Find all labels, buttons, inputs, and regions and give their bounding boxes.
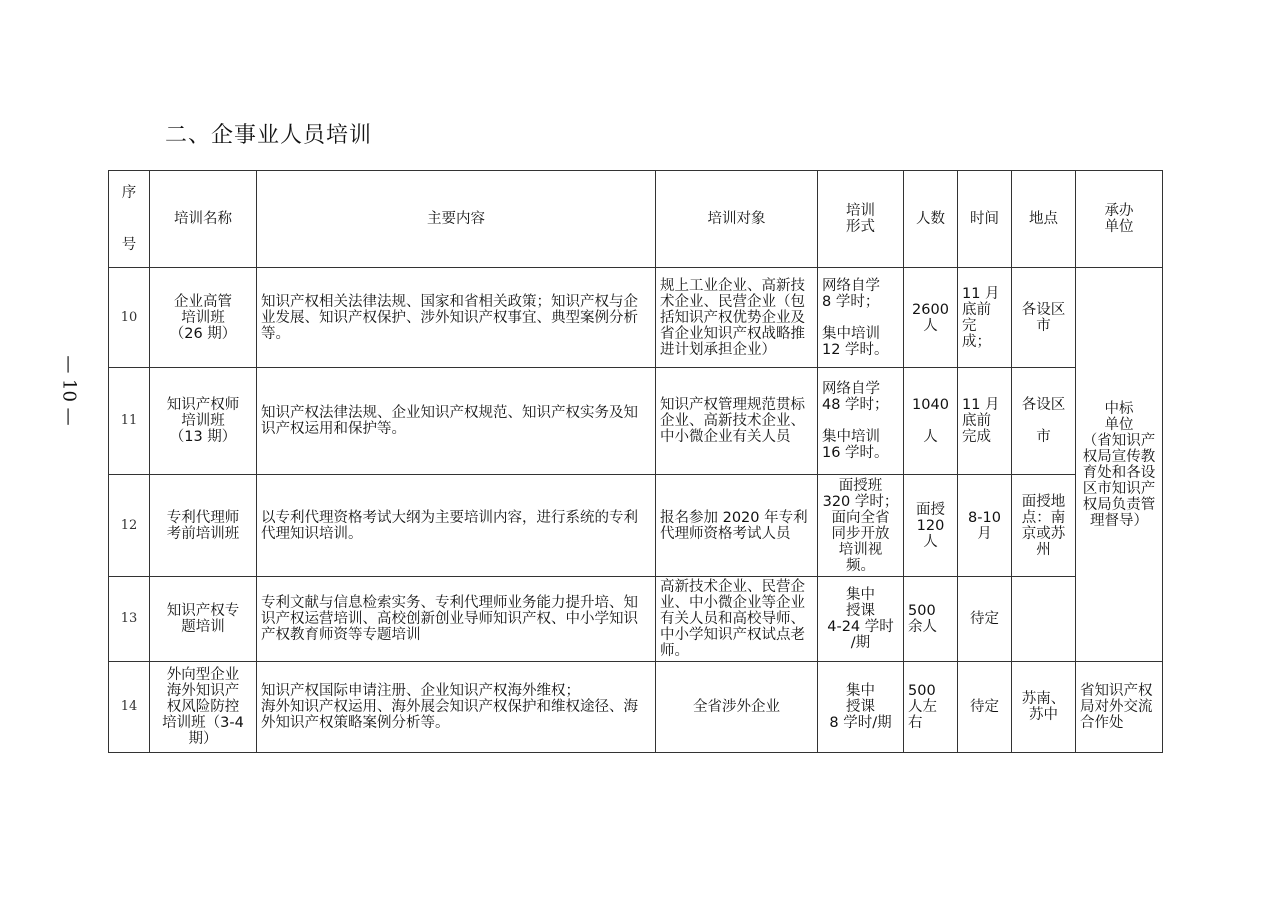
row-form: 集中 授课 4-24 学时 /期 <box>818 577 904 662</box>
table-row <box>109 368 1163 475</box>
section-title: 二、企事业人员培训 <box>165 123 373 148</box>
header-organizer: 承办 单位 <box>1076 171 1163 268</box>
header-name: 培训名称 <box>150 171 257 268</box>
header-time: 时间 <box>958 171 1012 268</box>
row-organizer: 省知识产权局对外交流合作处 <box>1076 662 1163 753</box>
row-time: 8-10 月 <box>958 475 1012 577</box>
header-form: 培训 形式 <box>818 171 904 268</box>
row-name: 企业高管 培训班 （26 期） <box>150 268 257 368</box>
header-seq: 序 号 <box>109 171 150 268</box>
row-target: 知识产权管理规范贯标企业、高新技术企业、中小微企业有关人员 <box>656 368 818 475</box>
row-form: 网络自学 48 学时； 集中培训 16 学时。 <box>818 368 904 475</box>
row-time: 11 月 底前 完成 <box>958 368 1012 475</box>
table-row <box>109 475 1163 577</box>
row-content: 专利文献与信息检索实务、专利代理师业务能力提升培、知识产权运营培训、高校创新创业导师知识产权、中小学知识产权教育师资等专题培训 <box>257 577 656 662</box>
header-place: 地点 <box>1012 171 1076 268</box>
row-target: 规上工业企业、高新技术企业、民营企业（包括知识产权优势企业及省企业知识产权战略推进计划承担企业） <box>656 268 818 368</box>
row-name: 知识产权师 培训班 （13 期） <box>150 368 257 475</box>
row-target: 报名参加 2020 年专利代理师资格考试人员 <box>656 475 818 577</box>
row-seq: 11 <box>109 368 150 475</box>
row-place <box>1012 577 1076 662</box>
row-content: 以专利代理资格考试大纲为主要培训内容，进行系统的专利代理知识培训。 <box>257 475 656 577</box>
row-target: 高新技术企业、民营企业、中小微企业等企业有关人员和高校导师、中小学知识产权试点老师。 <box>656 577 818 662</box>
row-form: 面授班 320 学时； 面向全省 同步开放 培训视 频。 <box>818 475 904 577</box>
table-header-row <box>109 171 1163 268</box>
row-place: 面授地 点：南 京或苏 州 <box>1012 475 1076 577</box>
row-count: 500 人左 右 <box>904 662 958 753</box>
row-count: 2600 人 <box>904 268 958 368</box>
training-table <box>108 170 1163 753</box>
row-seq: 14 <box>109 662 150 753</box>
row-time: 待定 <box>958 662 1012 753</box>
shared-organizer-cell: 中标 单位 （省知识产权局宣传教育处和各设区市知识产权局负责管理督导） <box>1076 268 1163 662</box>
row-place: 各设区 市 <box>1012 268 1076 368</box>
row-count: 500 余人 <box>904 577 958 662</box>
row-time: 待定 <box>958 577 1012 662</box>
row-place: 各设区 市 <box>1012 368 1076 475</box>
row-time: 11 月 底前 完 成； <box>958 268 1012 368</box>
header-target: 培训对象 <box>656 171 818 268</box>
row-form: 集中 授课 8 学时/期 <box>818 662 904 753</box>
row-seq: 10 <box>109 268 150 368</box>
row-content: 知识产权国际申请注册、企业知识产权海外维权； 海外知识产权运用、海外展会知识产权保护和维权途径、海外知识产权策略案例分析等。 <box>257 662 656 753</box>
row-seq: 13 <box>109 577 150 662</box>
row-count: 面授 120 人 <box>904 475 958 577</box>
row-target: 全省涉外企业 <box>656 662 818 753</box>
page-number <box>57 346 81 434</box>
row-name: 知识产权专 题培训 <box>150 577 257 662</box>
row-content: 知识产权相关法律法规、国家和省相关政策；知识产权与企业发展、知识产权保护、涉外知识产权事宜、典型案例分析等。 <box>257 268 656 368</box>
table-row <box>109 577 1163 662</box>
header-content: 主要内容 <box>257 171 656 268</box>
table-row <box>109 662 1163 753</box>
row-form: 网络自学 8 学时； 集中培训 12 学时。 <box>818 268 904 368</box>
row-seq: 12 <box>109 475 150 577</box>
row-name: 专利代理师 考前培训班 <box>150 475 257 577</box>
row-content: 知识产权法律法规、企业知识产权规范、知识产权实务及知识产权运用和保护等。 <box>257 368 656 475</box>
page-number-text: — 10 — <box>58 354 80 426</box>
row-place: 苏南、 苏中 <box>1012 662 1076 753</box>
row-name: 外向型企业 海外知识产 权风险防控 培训班（3-4 期） <box>150 662 257 753</box>
row-count: 1040 人 <box>904 368 958 475</box>
table-row <box>109 268 1163 368</box>
header-count: 人数 <box>904 171 958 268</box>
